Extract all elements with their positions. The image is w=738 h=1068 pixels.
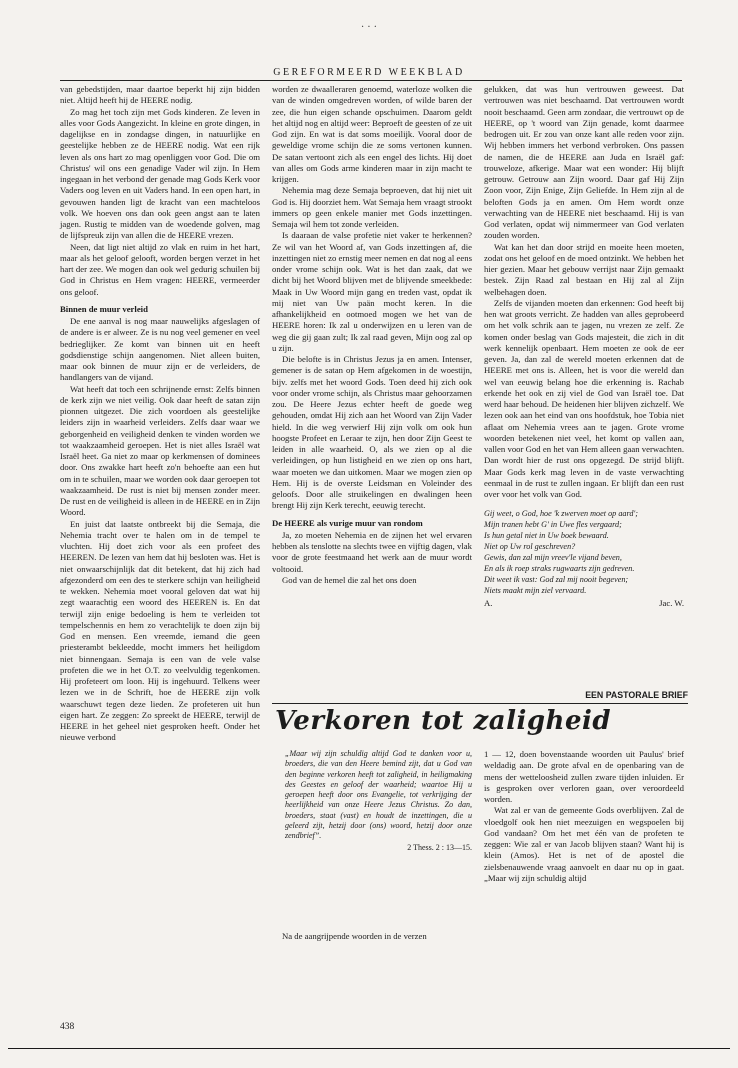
paragraph: En juist dat laatste ontbreekt bij die Semaja, die Nehemia tracht over te halen om in de tempel te vluchten. Hij doet zich voor als een profeet des HEEREN. De lezen van hem dat hij besloten was. Het is niet onwaarschijnlijk dat dit betekent, dat hij zich had afgezonderd om een des te sterkere schijn van heiligheid te wekken. Nehemia moet vooral geloven dat wat hij zegt waarachtig een woord des HEEREN is. En dat terwijl zijn enige bedoeling is hem te verleiden tot tempelschennis en hem zo verachtelijk te doen zijn bij God en mensen. Een vreemde, iemand die geen priesterambt bekleedde, mocht immers het heiligdom niet binnengaan. Semaja is een van de vele valse profeten die we in het O.T. zo veelvuldig tegenkomen. Hij profeteert om loon. Hij is ingehuurd. Telkens weer lezen we in de Schrift, hoe de HEERE zijn volk waarschuwt tegen deze lieden. Ze profeteren uit hun eigen hart. Ze zeggen: Zo spreekt de HEERE, terwijl de HEERE in het geheel niet gesproken heeft. Onder het nieuwe verbond	[60, 518, 260, 743]
signature-initial: A.	[484, 598, 493, 609]
section-rule	[272, 703, 688, 704]
paragraph: gelukken, dat was hun vertrouwen geweest. Dat vertrouwen was niet beschaamd. Dat vertrouwen wordt nooit beschaamd. Geen arm zondaar, die vertrouwt op de HEERE, op 't woord van Zijn genade, komt daarmee bedrogen uit. Er zou van onze kant alle reden voor zijn. Wij hebben immers het verbond verbroken. Ons passen de namen, die de HEERE aan Juda en Israël gaf: trouweloze, afkerige. Maar wat een wonder: Hij blijft getrouw. Getrouw aan Zijn woord. Daar gaf Hij Zijn Zoon voor, Zijn Enige, Zijn Geliefde. In Hem zijn al de beloften Gods ja en amen. Om Hem wordt onze verwachting van de HEERE niet beschaamd. Hij is van God verlaten, opdat wij nimmermeer van God verlaten zouden worden.	[484, 84, 684, 241]
verse-line: En als ik roep straks rugwaarts zijn gedreven.	[484, 564, 635, 574]
verse-line: Is hun getal niet in Uw boek bewaard.	[484, 531, 609, 541]
quote-text: „Maar wij zijn schuldig altijd God te danken voor u, broeders, die van den Heere bemind zijt, dat u God van den beginne verkoren heeft tot zaligheid, in heiligmaking des Geestes en geloof der waarheid; waartoe Hij u geroepen heeft door ons Evangelie, tot verkrijging der heerlijkheid van onze Heere Jezus Christus. Zo dan, broeders, staat (vast) en houdt de inzettingen, die u geleerd zijt, hetzij door (ons) woord, hetzij door onze zendbrief”.	[285, 749, 472, 841]
paragraph: Na de aangrijpende woorden in de verzen	[282, 931, 427, 941]
verse-line: Niet op Uw rol geschreven?	[484, 542, 576, 552]
header-rule	[60, 80, 682, 81]
verse-line: Niets maakt mijn ziel vervaard.	[484, 586, 587, 596]
paragraph: Ja, zo moeten Nehemia en de zijnen het wel ervaren hebben als tenslotte na slechts twee en vijftig dagen, vlak voor de grote feestmaand het werk aan de muur wordt voltooid.	[272, 529, 472, 574]
article-column-right	[484, 749, 684, 1024]
article-column-left	[272, 931, 472, 955]
column-2	[272, 84, 472, 784]
signature	[484, 598, 684, 609]
paragraph: Zelfs de vijanden moeten dan erkennen: God heeft bij hen wat groots verricht. Ze hadden van alles geprobeerd om het volk schrik aan te jagen, nu vrezen ze zelf. Ze komen onder beslag van Gods majesteit, die zich in dit werk kennelijk openbaart. Hem moeten ze ook de eer geven. Ja, dan zal de wereld moeten erkennen dat de HEERE met ons is. Alleen, het is voor die wereld dan wel van eeuwig belang hoe die erkenning is. Rachab erkende het ook en zij viel de God van Israël toe. Dat werd haar behoud. De heidenen hier blijven zichzelf. We lezen ook aan het eind van ons hoofdstuk, hoe Tobia niet aflaat om Nehemia vrees aan te jagen. Grote vrome woorden betekenen niet veel, het komt op vallen aan, vallen voor God en het van Hem alleen gaan verwachten. Dan wordt hier de rust ons opgezegd. De strijd blijft. Maar Gods kerk mag leven in de vaste verwachting eenmaal in de rust te zullen ingaan. Er blijft dan een rust over voor het volk van God.	[484, 297, 684, 499]
paragraph: Nehemia mag deze Semaja beproeven, dat hij niet uit God is. Hij doorziet hem. Wat Semaja hem vraagt strookt immers op geen enkele manier met Gods inzettingen. Semaja wil hem tot zonde verleiden.	[272, 185, 472, 229]
verse-line: Mijn tranen hebt G' in Uwe fles vergaard;	[484, 520, 622, 530]
column-3	[484, 84, 684, 759]
article-title: Verkoren tot zaligheid	[275, 706, 612, 736]
section-label: EEN PASTORALE BRIEF	[585, 690, 688, 700]
top-registration-marks: · · ·	[361, 22, 377, 33]
paragraph: worden ze dwaalleraren genoemd, waterloze wolken die van de winden omgedreven worden, of wilde baren der zee, die hun eigen schande opschuimen. Daarom geldt het altijd nog en altijd weer: Beproeft de geesten of ze uit God zijn. En wat is dat soms moeilijk. Vooral door de geweldige vrome schijn die ze soms vertonen kunnen. De satan vertoont zich als een engel des lichts. Hij doet van alles om Gods arme kinderen maar in zijn macht te krijgen.	[272, 84, 472, 184]
verse-line: Gewis, dan zal mijn vreev'le vijand beven,	[484, 553, 622, 563]
page-number: 438	[60, 1022, 75, 1032]
psalm-verse	[484, 508, 684, 596]
paragraph: Is daaraan de valse profetie niet vaker te herkennen? Ze wil van het Woord af, van Gods inzettingen af, die inzettingen niet zo ernstig meer nemen en dat nog al eens onder vrome schijn ook. Wat is het dan zaak, dat we dicht bij het Woord blijven met de blijvende smeekbede: Maak in Uw Woord mijn gang en treden vast, opdat ik mij niet van Uw paän mocht keren. In die afhankelijkheid en ootmoed mogen we het van de HEERE horen: Ik zal u onderwijzen en u leren van de weg die gij gaan zult; Ik zal raad geven, Mijn oog zal op u zijn.	[272, 230, 472, 353]
author-name: Jac. W.	[659, 598, 684, 609]
paragraph: Zo mag het toch zijn met Gods kinderen. Ze leven in alles voor Gods Aangezicht. In kleine en grote dingen, in dagelijkse en in zondagse dingen, in natuurlijke en geestelijke hebben ze de HEERE nodig. Wat een rijk leven als ons hart zo mag openliggen voor God. Die om Christus' wil ons een genadige Vader wil zijn. In Hem ingegaan in het verbond der genade mag Gods Kerk voor Vaders oog leven en uit Vaders hand. In een open hart, in gevouwen handen ligt de kracht van een machteloos volk. We hoeven ons dan ook geen angst aan te laten jagen. Rustig te midden van de woedende golven, mag de lijfspreuk zijn van allen die de HEERE vrezen.	[60, 106, 260, 241]
paragraph: De ene aanval is nog maar nauwelijks afgeslagen of de andere is er alweer. Ze is nu nog veel gemener en veel bedrieglijker. Ze komt van binnen uit en heeft godsdienstige schijn aangenomen. Niet alleen buiten, maar ook binnen de muur zijn er de verleiders, de handlangers van de vijand.	[60, 316, 260, 383]
paragraph: Die belofte is in Christus Jezus ja en amen. Intenser, gemener is de satan op Hem afgekomen in de woestijn, bijv. zelfs met het woord Gods. Toen deed hij zich ook voor onder vrome schijn, als Christus maar gehoorzamen zou. De Heere Jezus echter heeft de goede weg gehouden, omdat Hij zich aan het Woord van Zijn Vader hield. In die weg verwierf Hij zijn volk om ook hun hoogste Profeet en Leraar te zijn, hen door Zijn Geest te leiden in alle waarheid. O, als we zien op al die verleidingen, op hun listigheid en we zien op ons hart, waar moeten we dan uitkomen. Maar we mogen zien op Hem. Hij is de overste Leidsman en Voleinder des geloofs. Door alle struikelingen en dwalingen heen brengt Hij zijn Kerk terecht, eeuwig terecht.	[272, 354, 472, 511]
paragraph: Wat zal er van de gemeente Gods overblijven. Zal de vloedgolf ook hen niet meezuigen en wegspoelen bij God vandaan? Om het met één van de profeten te zeggen: Wie zal er van Jacob blijven staan? Want hij is klein (Amos). Het is net of de apostel die zielsbenauwende vraag aanvoelt en daar nu op in gaat. „Maar wij zijn schuldig altijd	[484, 805, 684, 883]
bottom-rule	[8, 1048, 730, 1049]
paragraph: Wat heeft dat toch een schrijnende ernst: Zelfs binnen de kerk zijn we niet veilig. Ook daar heeft de satan zijn pionnen uitgezet. Die zich voordoen als geestelijke leiders zijn in waarheid verleiders. Zelfs daar waar we geborgenheid en veiligheid denken te vinden worden we tot waakzaamheid geroepen. Het is niet alles Israël wat Israël heet. Ga niet zo maar op kerkmensen of dominees door. Ons zwakke hart heeft zo'n behoefte aan een hut om in te schuilen, maar we worden ook daar geroepen tot waakzaamheid. De rust is niet bij mensen zonder meer. De rust en de veiligheid is alleen in de HEERE en in Zijn Woord.	[60, 383, 260, 518]
paragraph: van gebedstijden, maar daartoe beperkt hij zijn bidden niet. Altijd heeft hij de HEERE nodig.	[60, 84, 260, 106]
quote-reference: 2 Thess. 2 : 13—15.	[407, 842, 472, 852]
scripture-quote	[285, 749, 472, 853]
paragraph: Neen, dat ligt niet altijd zo vlak en ruim in het hart, maar als het geloof gelooft, worden bergen verzet in het hart der zee. We mogen dan ook wel gedurig schuilen bij God in Christus en Hem vragen: HEERE, vermeerder ons geloof.	[60, 241, 260, 297]
running-title: GEREFORMEERD WEEKBLAD	[273, 67, 465, 78]
paragraph: 1 — 12, doen bovenstaande woorden uit Paulus' brief weldadig aan. De grote afval en de openbaring van de mens der wetteloosheid zullen zware tijden inluiden. Er is gesproken over verloren gaan, over veroordeeld worden.	[484, 749, 684, 804]
column-1	[60, 84, 260, 743]
paragraph: Wat kan het dan door strijd en moeite heen moeten, zodat ons het geloof en de moed ontzinkt. We hebben het hier gezien. Maar het gebouw verrijst naar Zijn gemaakt bestek. Zijn Raad zal bestaan en Hij zal al Zijn welbehagen doen.	[484, 241, 684, 297]
subheading: Binnen de muur verleid	[60, 303, 148, 314]
verse-line: Gij weet, o God, hoe 'k zwerven moet op aard';	[484, 509, 638, 519]
paragraph: God van de hemel die zal het ons doen	[282, 574, 417, 585]
verse-line: Dit weet ik vast: God zal mij nooit begeven;	[484, 575, 629, 585]
subheading: De HEERE als vurige muur van rondom	[272, 517, 423, 528]
